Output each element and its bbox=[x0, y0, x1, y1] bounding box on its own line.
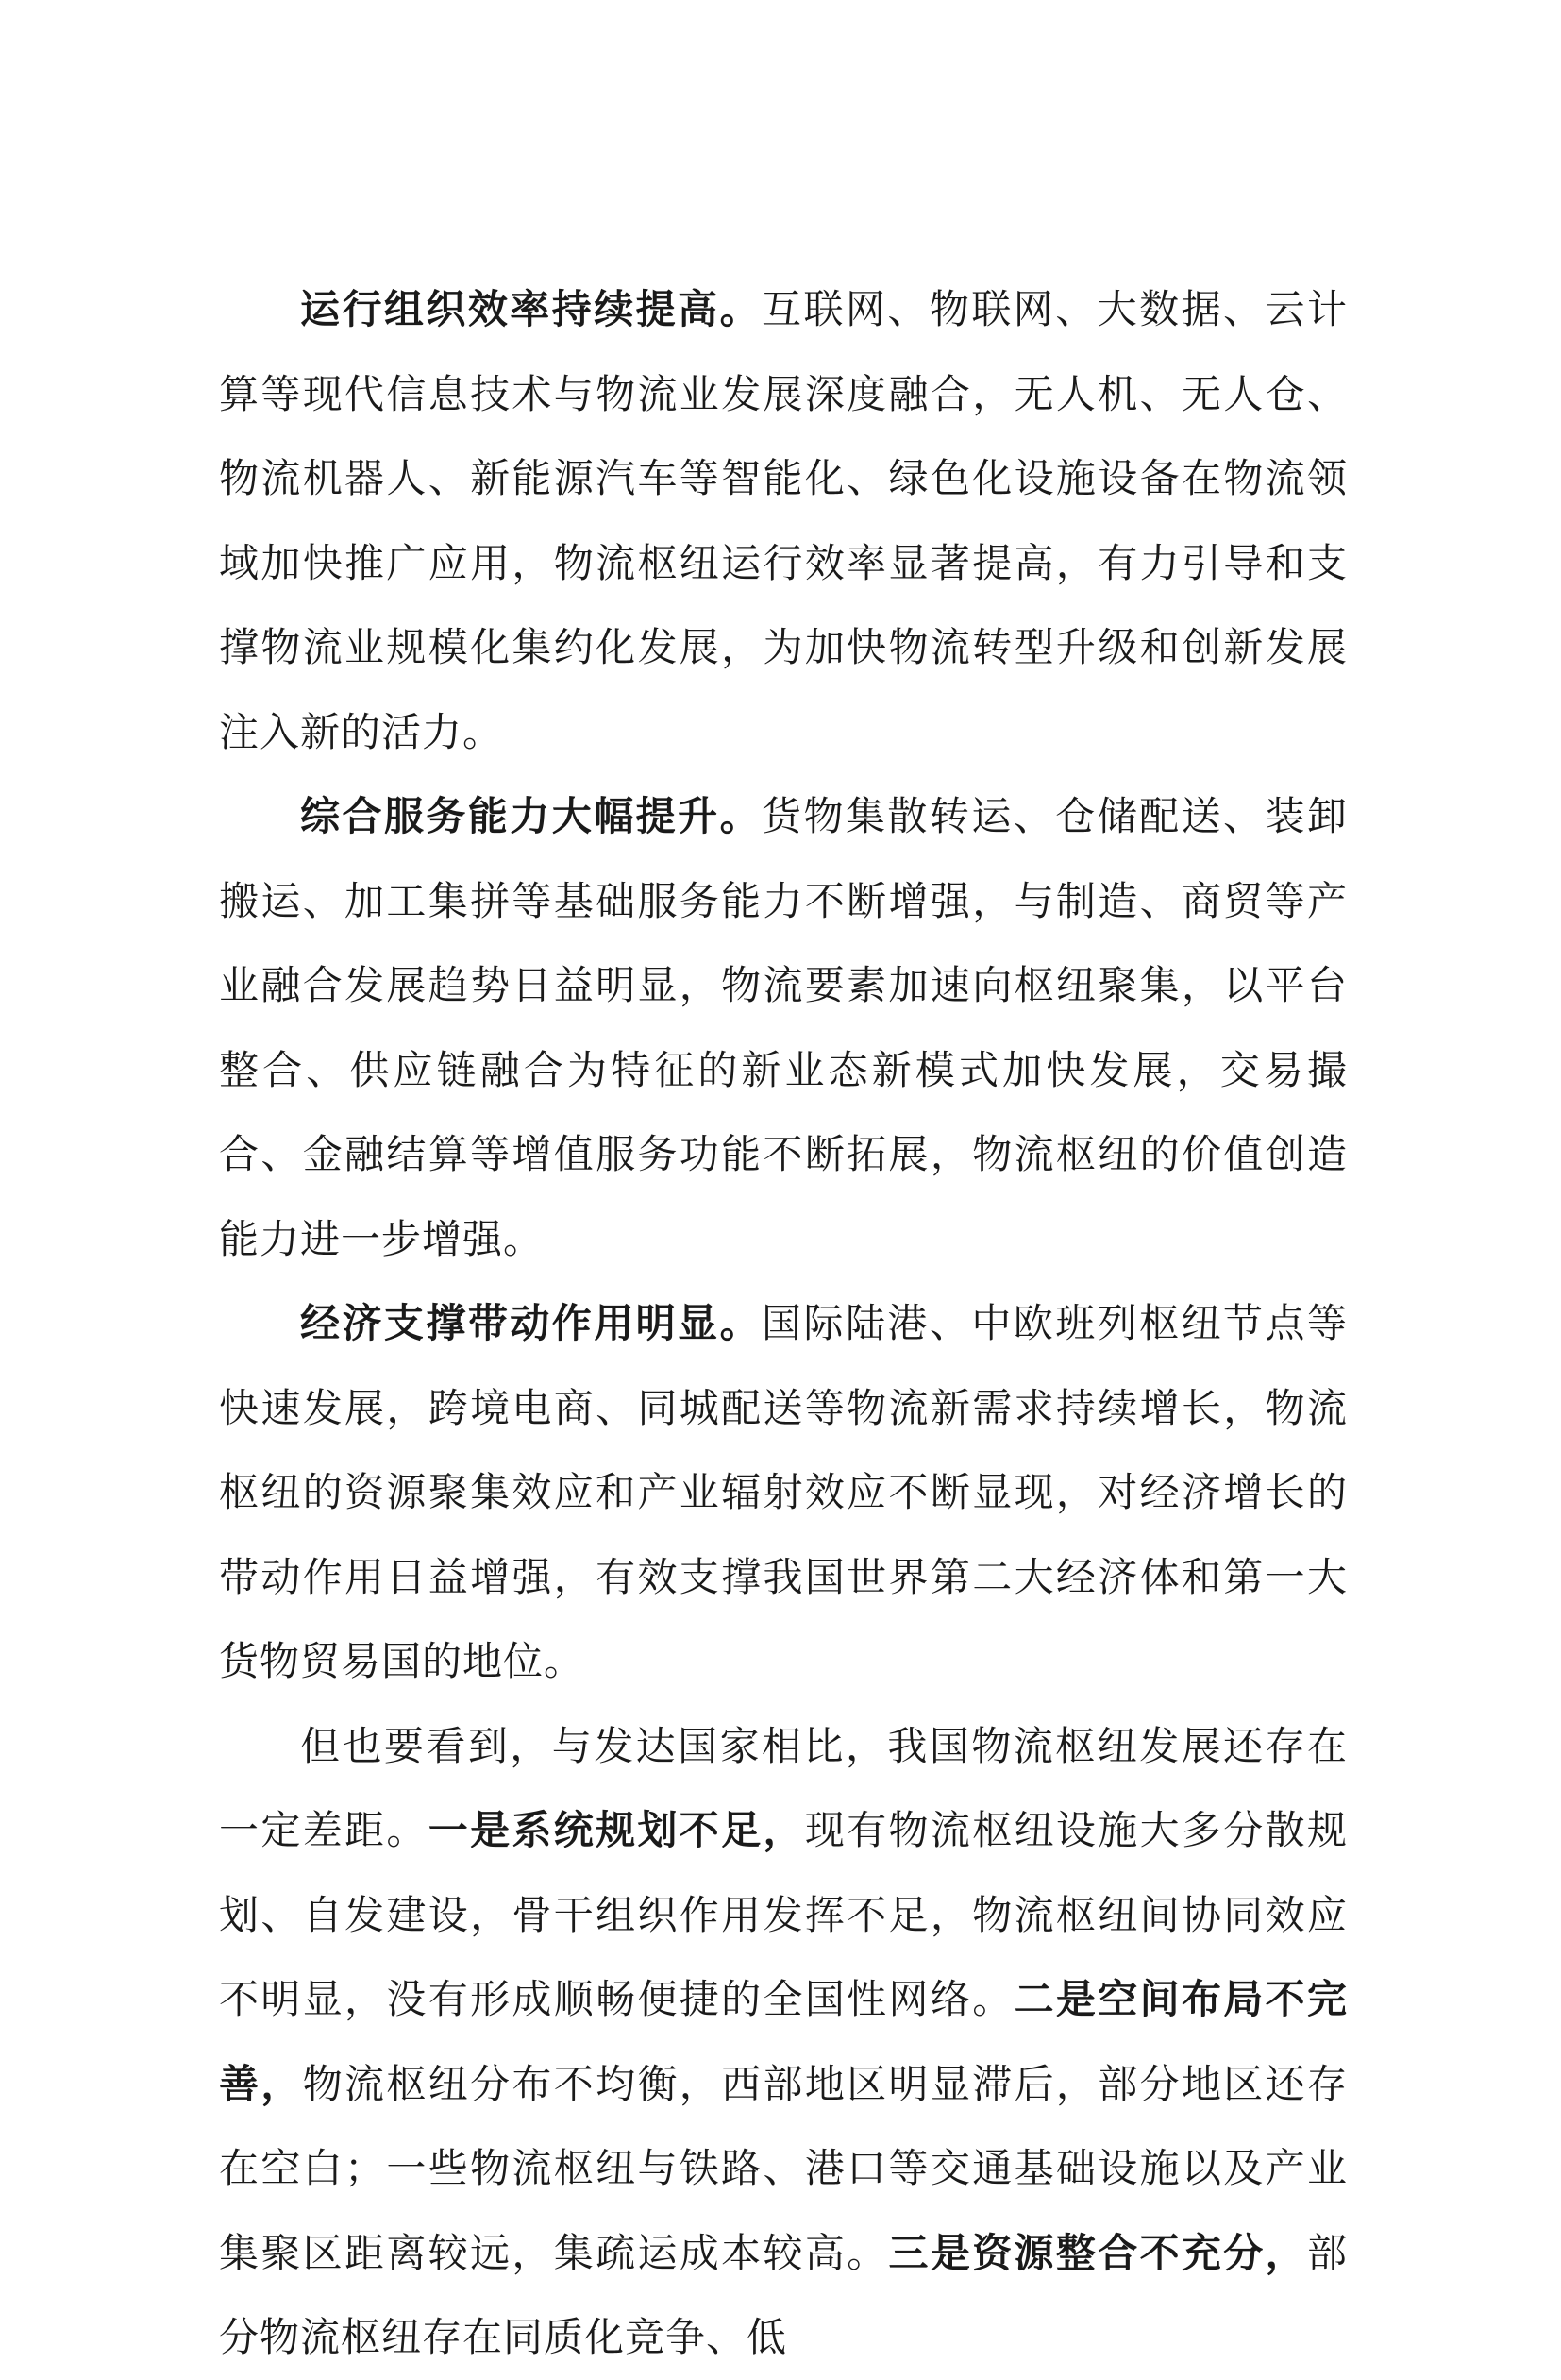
paragraph-lead-heading: 综合服务能力大幅提升。 bbox=[300, 793, 763, 839]
paragraph-text: 国际陆港、中欧班列枢纽节点等快速发展，跨境电商、同城配送等物流新需求持续增长，物流枢纽的资源聚集效应和产业辐射效应不断显现，对经济增长的带动作用日益增强，有效支撑我国世界第二大经济体和第一大货物贸易国的地位。 bbox=[219, 1300, 1348, 1684]
point-three-text: 部分物流枢纽存在同质化竞争、低 bbox=[219, 2229, 1348, 2360]
point-two-text: 物流枢纽分布不均衡，西部地区明显滞后，部分地区还存在空白；一些物流枢纽与铁路、港口等交通基础设施以及产业集聚区距离较远，集疏运成本较高。 bbox=[219, 2060, 1348, 2276]
paragraph-gaps bbox=[219, 1704, 1348, 2380]
point-three-lead: 三是资源整合不充分， bbox=[888, 2229, 1307, 2276]
paragraph-service-capacity bbox=[219, 774, 1348, 1281]
document-body bbox=[219, 267, 1348, 2380]
paragraph-operation-efficiency bbox=[219, 267, 1348, 774]
point-two-lead: 二是空间布局不完善， bbox=[219, 1976, 1348, 2107]
paragraph-lead-heading: 运行组织效率持续提高。 bbox=[300, 286, 763, 332]
point-one-text: 现有物流枢纽设施大多分散规划、自发建设，骨干组织作用发挥不足，物流枢纽间协同效应不明显，没有形成顺畅便捷的全国性网络。 bbox=[219, 1807, 1348, 2022]
paragraph-text: 货物集散转运、仓储配送、装卸搬运、加工集拼等基础服务能力不断增强，与制造、商贸等产业融合发展趋势日益明显，物流要素加速向枢纽聚集，以平台整合、供应链融合为特征的新业态新模式加快发展，交易撮合、金融结算等增值服务功能不断拓展，物流枢纽的价值创造能力进一步增强。 bbox=[219, 793, 1348, 1262]
paragraph-text: 互联网、物联网、大数据、云计算等现代信息技术与物流业发展深度融合，无人机、无人仓、物流机器人、新能源汽车等智能化、绿色化设施设备在物流领域加快推广应用，物流枢纽运行效率显著提高，有力引导和支撑物流业规模化集约化发展，为加快物流转型升级和创新发展注入新的活力。 bbox=[219, 286, 1348, 755]
paragraph-economic-support bbox=[219, 1281, 1348, 1704]
point-one-lead: 一是系统规划不足， bbox=[428, 1807, 805, 1853]
paragraph-intro-text: 但也要看到，与发达国家相比，我国物流枢纽发展还存在一定差距。 bbox=[219, 1722, 1348, 1853]
paragraph-lead-heading: 经济支撑带动作用明显。 bbox=[300, 1300, 763, 1346]
